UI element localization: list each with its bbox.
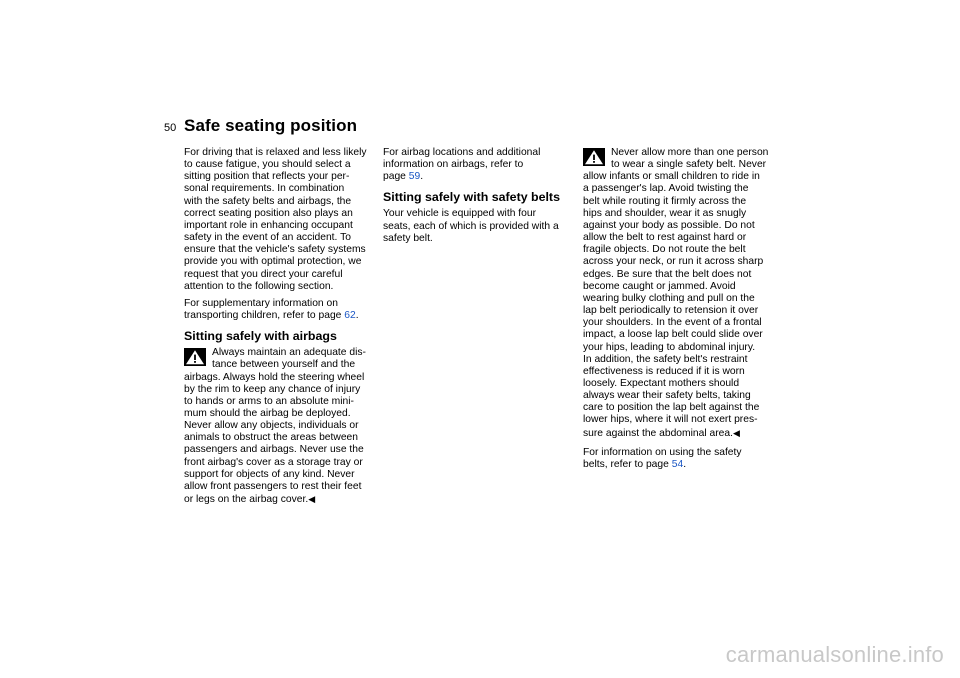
watermark: carmanualsonline.info — [725, 642, 944, 667]
column-1 — [184, 147, 376, 511]
airbag-warning-text: airbags. Always hold the steering wheel by the rim to keep any chance of injury to hands or arms to an absolute mini- mum should the airbag be deployed. Never allow any objects, individuals or animals to obstruct the areas between passengers and airbags. Never use the front airbag's cover as a storage tray or support for objects of any kind. Never allow front passengers to rest their feet or legs on the airbag cover. — [184, 371, 365, 506]
supplementary-info-paragraph — [184, 298, 376, 322]
intro-paragraph: For driving that is relaxed and less likely to cause fatigue, you should select a sitting position that reflects your per- sonal requirements. In combination with the safety belts and airbags, the correct seating position also plays an important role in enhancing occupant safety in the event of an accident. To ensure that the vehicle's safety systems provide you with optimal protection, we request that you direct your careful attention to the following section. — [184, 147, 367, 292]
warning-triangle-icon — [184, 348, 206, 366]
belt-warning — [583, 147, 775, 440]
period: . — [420, 171, 424, 183]
column-2 — [383, 147, 575, 250]
airbag-warning-first-lines: Always maintain an adequate dis- tance between yourself and the — [212, 347, 366, 371]
belt-info-paragraph — [583, 447, 775, 471]
airbag-warning — [184, 347, 376, 506]
period: . — [355, 310, 359, 322]
page-54-link[interactable]: 54 — [671, 458, 684, 470]
page-62-link[interactable]: 62 — [344, 310, 356, 322]
page-number: 50 — [164, 122, 177, 134]
airbag-locations-paragraph — [383, 147, 575, 183]
belt-info-text: For information on using the safety belts, refer to page — [583, 446, 742, 470]
warning-triangle-icon — [583, 148, 605, 166]
end-mark: ◀ — [732, 427, 740, 438]
safety-belts-paragraph: Your vehicle is equipped with four seats, each of which is provided with a safety belt. — [383, 208, 559, 244]
period: . — [683, 458, 687, 470]
page-59-link[interactable]: 59 — [408, 171, 421, 183]
safety-belts-heading: Sitting safely with safety belts — [383, 190, 560, 205]
page-title: Safe seating position — [184, 116, 358, 135]
airbag-locations-text: For airbag locations and additional information on airbags, refer to page — [383, 147, 541, 183]
airbags-heading: Sitting safely with airbags — [184, 329, 337, 344]
belt-warning-first-lines: Never allow more than one person to wear a single safety belt. Never — [611, 147, 769, 171]
supplementary-info-text: For supplementary information on transporting children, refer to page — [184, 297, 342, 322]
belt-warning-text: allow infants or small children to ride in a passenger's lap. Avoid twisting the belt while routing it firmly across the hips and shoulder, wear it as snugly against your body as possible. Do not allow the belt to rest against hard or fragile objects. Do not route the belt across your neck, or run it across sharp edges. Be sure that the belt does not become caught or jammed. Avoid wearing bulky clothing and pull on the lap belt periodically to retension it over your shoulders. In the event of a frontal impact, a loose lap belt could slide over your hips, leading to abdominal injury. In addition, the safety belt's restraint effectiveness is reduced if it is worn loosely. Expectant mothers should always wear their safety belts, taking care to position the lap belt against the lower hips, where it will not exert pres- sure against the abdominal area. — [583, 171, 764, 439]
column-3 — [583, 147, 775, 476]
end-mark: ◀ — [308, 494, 316, 505]
